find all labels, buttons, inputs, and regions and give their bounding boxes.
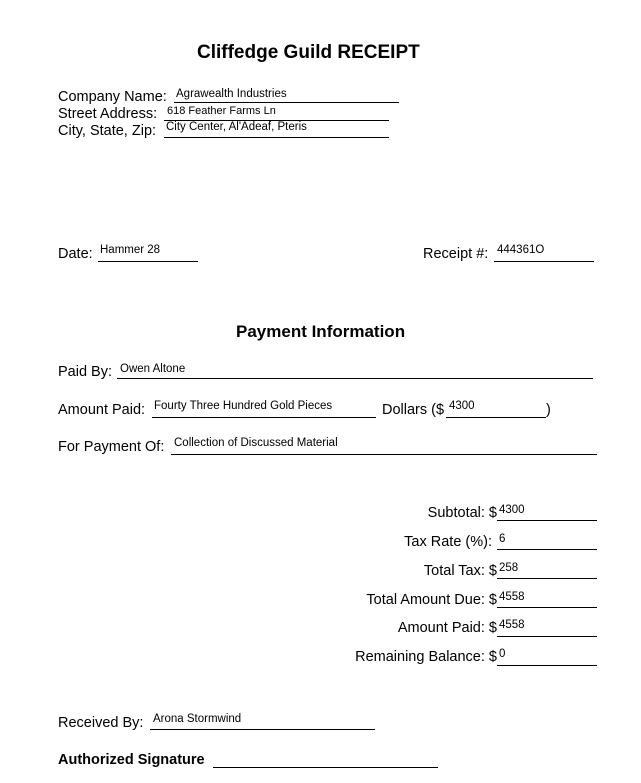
city-state-zip-value: City Center, Al'Adeaf, Pteris xyxy=(166,121,307,133)
paid-by-label: Paid By: xyxy=(58,364,112,380)
total-tax-value: 258 xyxy=(499,562,519,574)
paid-by-value: Owen Altone xyxy=(120,363,186,375)
subtotal-value: 4300 xyxy=(499,504,525,516)
dollars-close-paren: ) xyxy=(546,402,551,418)
amount-words-value: Fourty Three Hundred Gold Pieces xyxy=(154,400,333,412)
authorized-signature-label: Authorized Signature xyxy=(58,752,205,768)
amount-paid-label: Amount Paid: xyxy=(58,402,146,418)
date-line xyxy=(98,261,198,262)
payment-for-label: For Payment Of: xyxy=(58,439,165,455)
tax-rate-label: Tax Rate (%): xyxy=(404,534,492,550)
amount-paid-total-value: 4558 xyxy=(499,619,525,631)
remaining-balance-value: 0 xyxy=(499,648,506,660)
total-tax-label: Total Tax: $ xyxy=(423,563,497,579)
subtotal-label: Subtotal: $ xyxy=(427,505,497,521)
tax-rate-line xyxy=(497,549,597,550)
received-by-value: Arona Stormwind xyxy=(153,713,242,725)
receipt-title: Cliffedge Guild RECEIPT xyxy=(197,42,420,63)
payment-for-value: Collection of Discussed Material xyxy=(174,437,338,449)
amount-paid-total-label: Amount Paid: $ xyxy=(397,620,497,636)
received-by-label: Received By: xyxy=(58,715,144,731)
company-name-value: Agrawealth Industries xyxy=(176,88,287,100)
remaining-balance-label: Remaining Balance: $ xyxy=(355,649,497,665)
company-name-line xyxy=(174,102,399,103)
company-name-label: Company Name: xyxy=(58,89,167,105)
dollars-label: Dollars ($ xyxy=(382,402,445,418)
total-due-label: Total Amount Due: $ xyxy=(366,592,497,608)
subtotal-line xyxy=(497,520,597,521)
receipt-number-line xyxy=(494,261,594,262)
street-address-label: Street Address: xyxy=(58,106,158,122)
city-state-zip-line xyxy=(164,137,389,138)
total-due-line xyxy=(497,607,597,608)
received-by-line xyxy=(150,729,375,730)
amount-words-line xyxy=(152,417,376,418)
receipt-number-label: Receipt #: xyxy=(423,246,489,262)
paid-by-line xyxy=(117,378,593,379)
receipt-number-value: 444361O xyxy=(497,244,545,256)
amount-paid-total-line xyxy=(497,636,597,637)
city-state-zip-label: City, State, Zip: xyxy=(58,123,157,139)
payment-info-heading: Payment Information xyxy=(236,322,406,341)
remaining-balance-line xyxy=(497,665,597,666)
signature-line xyxy=(213,767,438,768)
payment-for-line xyxy=(171,454,597,455)
date-label: Date: xyxy=(58,246,93,262)
total-tax-line xyxy=(497,578,597,579)
dollars-value: 4300 xyxy=(449,400,475,412)
dollars-line xyxy=(446,417,546,418)
tax-rate-value: 6 xyxy=(499,533,506,545)
date-value: Hammer 28 xyxy=(100,244,161,256)
street-address-value: 618 Feather Farms Ln xyxy=(167,105,276,117)
total-due-value: 4558 xyxy=(499,591,525,603)
